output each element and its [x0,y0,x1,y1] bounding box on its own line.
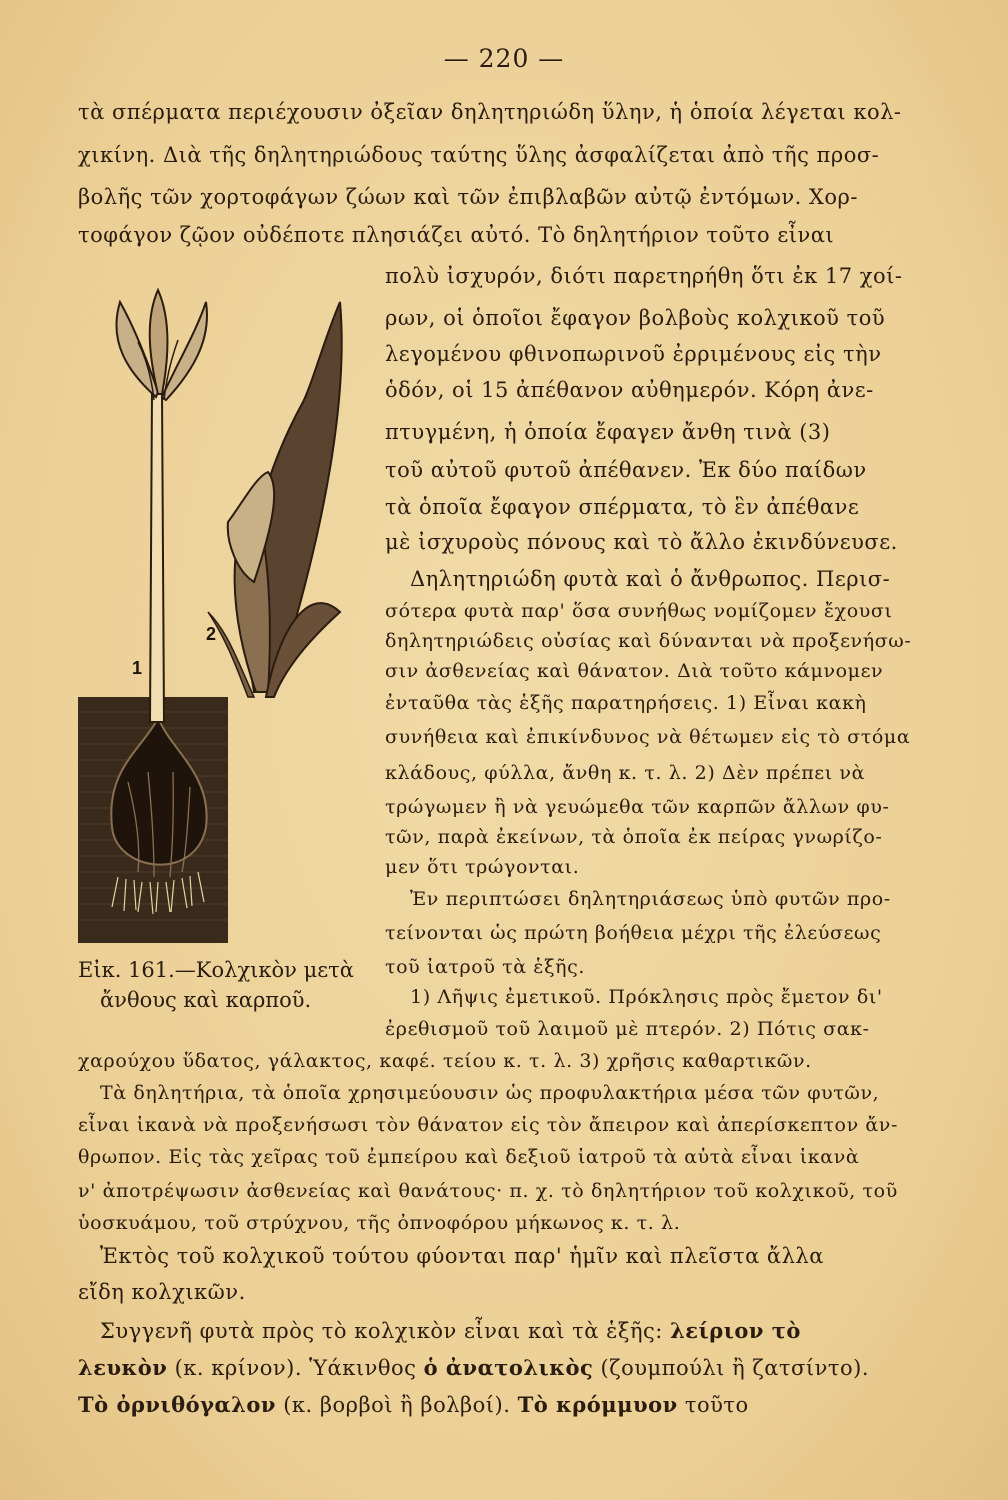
text-line: τὰ ὁποῖα ἔφαγον σπέρματα, τὸ ἓν ἀπέθανε [385,495,860,519]
bold-term: ὁ ἀνατολικὸς [423,1355,594,1380]
text-line: σιν ἀσθενείας καὶ θάνατον. Διὰ τοῦτο κάμνομεν [385,660,884,682]
text-line: τρώγωμεν ἢ νὰ γευώμεθα τῶν καρπῶν ἄλλων φυ- [385,796,890,818]
text-span: (ζουμπούλι ἢ ζατσίντο). [600,1356,869,1380]
text-line: τοῦ αὐτοῦ φυτοῦ ἀπέθανεν. Ἐκ δύο παίδων [385,458,867,482]
text-line: λεγομένου φθινοπωρινοῦ ἐρριμένους εἰς τὴν [385,342,882,366]
text-line: συνήθεια καὶ ἐπικίνδυνος νὰ θέτωμεν εἰς τὸ στόμα [385,726,911,748]
text-line: δηλητηριώδεις οὐσίας καὶ δύνανται νὰ προξενήσω- [385,630,912,652]
text-span: Συγγενῆ φυτὰ πρὸς τὸ κολχικὸν εἶναι καὶ τὰ ἑξῆς: [100,1319,663,1343]
bold-term: Τὸ κρόμμυον [517,1392,678,1417]
flower-stem [150,392,164,722]
text-line: Ἐκτὸς τοῦ κολχικοῦ τούτου φύονται παρ' ἡμῖν καὶ πλεῖστα ἄλλα [100,1244,824,1268]
text-line: τοῦ ἰατροῦ τὰ ἑξῆς. [385,956,586,978]
petal [162,302,207,400]
text-span: (κ. κρίνον). Ὑάκινθος [174,1356,417,1380]
text-line: τὰ σπέρματα περιέχουσιν ὀξεῖαν δηλητηριώδη ὕλην, ἡ ὁποία λέγεται κολ- [78,100,902,124]
text-line: 1) Λῆψις ἐμετικοῦ. Πρόκλησις πρὸς ἔμετον δι' [410,986,883,1008]
text-line: Τὰ δηλητήρια, τὰ ὁποῖα χρησιμεύουσιν ὡς προφυλακτήρια μέσα τῶν φυτῶν, [100,1082,880,1104]
text-line: τοφάγον ζῷον οὐδέποτε πλησιάζει αὐτό. Τὸ δηλητήριον τοῦτο εἶναι [78,223,835,247]
page-number: — 220 — [443,44,565,73]
text-line [78,1392,749,1417]
text-line: πτυγμένη, ἡ ὁποία ἔφαγεν ἄνθη τινὰ (3) [385,420,831,444]
text-line: μὲ ἰσχυροὺς πόνους καὶ τὸ ἄλλο ἐκινδύνευσε. [385,530,898,554]
text-line: εἶναι ἱκανὰ νὰ προξενήσωσι τὸν θάνατον εἰς τὸν ἄπειρον καὶ ἀπερίσκεπτον ἄν- [78,1114,898,1136]
bold-term: Τὸ ὀρνιθόγαλον [78,1392,276,1417]
text-line: τῶν, παρὰ ἐκείνων, τὰ ὁποῖα ἐκ πείρας γνωρίζο- [385,826,883,848]
text-line: εἴδη κολχικῶν. [78,1280,246,1304]
text-line: πολὺ ἰσχυρόν, διότι παρετηρήθη ὅτι ἐκ 17 χοί- [385,264,903,288]
figure-caption: ἄνθους καὶ καρποῦ. [100,988,312,1012]
colchicum-illustration [78,282,360,944]
text-line: ρων, οἱ ὁποῖοι ἔφαγον βολβοὺς κολχικοῦ τοῦ [385,306,886,330]
text-line [78,1355,869,1380]
text-span: (κ. βορβοὶ ἢ βολβοί). [283,1393,511,1417]
figure-caption: Εἰκ. 161.—Κολχικὸν μετὰ [78,958,354,982]
text-line: ὑοσκυάμου, τοῦ στρύχνου, τῆς ὀπνοφόρου μήκωνος κ. τ. λ. [78,1212,681,1234]
text-line [100,1318,801,1343]
text-line: ἐνταῦθα τὰς ἑξῆς παρατηρήσεις. 1) Εἶναι κακὴ [385,692,867,714]
text-line: ἐρεθισμοῦ τοῦ λαιμοῦ μὲ πτερόν. 2) Πότις σακ- [385,1018,870,1040]
text-line: Ἐν περιπτώσει δηλητηριάσεως ὑπὸ φυτῶν προ- [410,888,891,910]
text-line: βολῆς τῶν χορτοφάγων ζώων καὶ τῶν ἐπιβλαβῶν αὐτῷ ἐντόμων. Χορ- [78,185,858,209]
bold-term: λείριον τὸ [670,1318,801,1343]
text-line: ὁδόν, οἱ 15 ἀπέθανον αὐθημερόν. Κόρη ἀνε- [385,378,874,402]
bold-term: λευκὸν [78,1355,168,1380]
text-span: τοῦτο [684,1393,749,1417]
text-line: χικίνη. Διὰ τῆς δηλητηριώδους ταύτης ὕλης ἀσφαλίζεται ἀπὸ τῆς προσ- [78,143,880,167]
text-line: σότερα φυτὰ παρ' ὅσα συνήθως νομίζομεν ἔχουσι [385,600,893,622]
text-line: μεν ὅτι τρώγονται. [385,856,580,878]
text-line: ν' ἀποτρέψωσιν ἀσθενείας καὶ θανάτους· π. χ. τὸ δηλητήριον τοῦ κολχικοῦ, τοῦ [78,1180,898,1202]
text-line: χαρούχου ὕδατος, γάλακτος, καφέ. τείου κ. τ. λ. 3) χρῆσις καθαρτικῶν. [78,1050,812,1072]
text-line: θρωπον. Εἰς τὰς χεῖρας τοῦ ἐμπείρου καὶ δεξιοῦ ἰατροῦ τὰ αὐτὰ εἶναι ἱκανὰ [78,1146,860,1168]
figure-label-2: 2 [206,624,217,644]
section-heading: Δηλητηριώδη φυτὰ καὶ ὁ ἄνθρωπος. Περισ- [410,567,891,591]
text-line: τείνονται ὡς πρώτη βοήθεια μέχρι τῆς ἐλεύσεως [385,922,882,944]
figure-label-1: 1 [132,658,143,678]
text-line: κλάδους, φύλλα, ἄνθη κ. τ. λ. 2) Δὲν πρέπει νὰ [385,762,865,784]
